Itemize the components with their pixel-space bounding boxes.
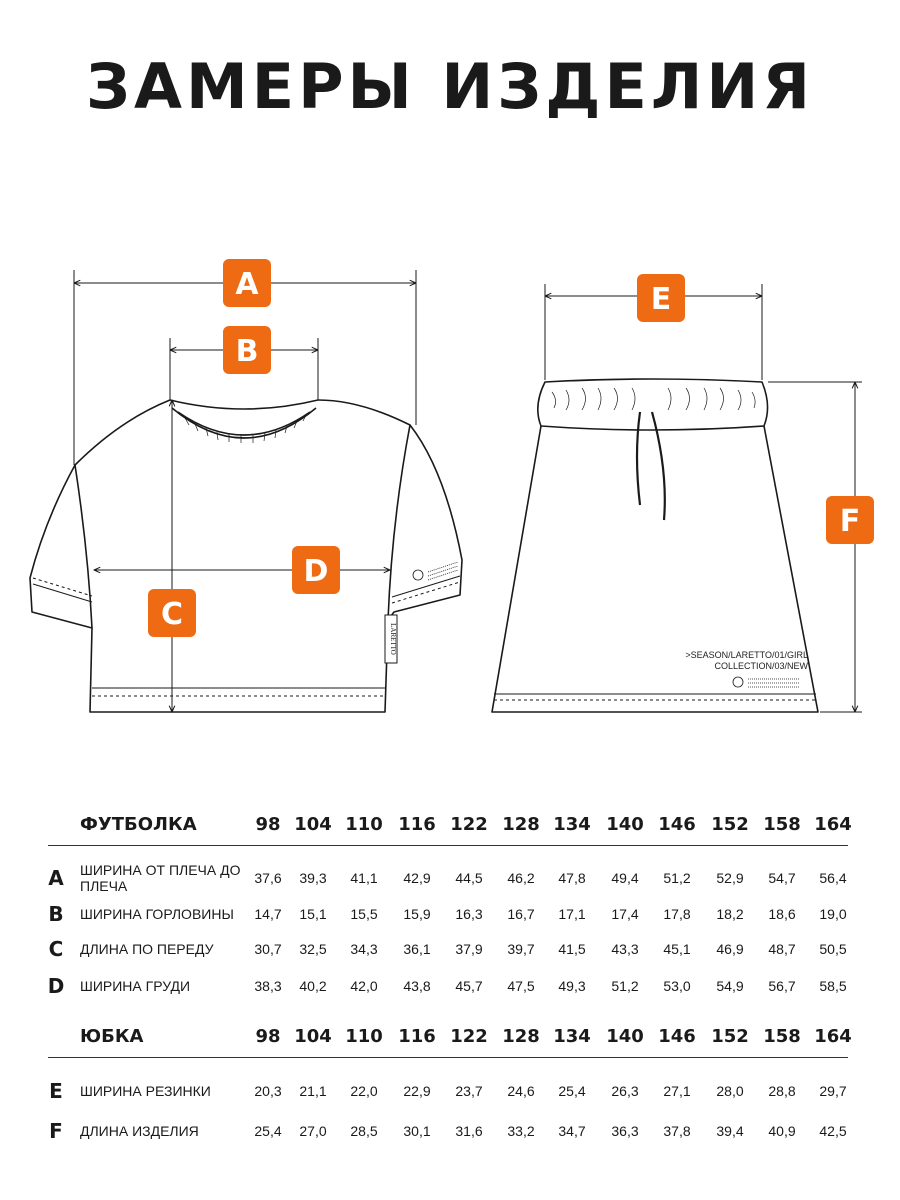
table-cell: 52,9 <box>716 870 744 886</box>
row-label: ШИРИНА ОТ ПЛЕЧА ДО ПЛЕЧА <box>80 862 241 894</box>
table-cell: 28,8 <box>768 1083 796 1099</box>
table-cell: 27,0 <box>299 1123 327 1139</box>
size-header: 140 <box>606 814 644 835</box>
table-cell: 24,6 <box>507 1083 535 1099</box>
table-cell: 43,8 <box>403 978 431 994</box>
table-row <box>0 896 900 932</box>
tshirt-tag-text: LARETTO <box>389 623 397 655</box>
table-cell: 16,3 <box>455 906 483 922</box>
table-cell: 21,1 <box>299 1083 327 1099</box>
size-header: 158 <box>763 1026 801 1047</box>
size-header: 104 <box>294 1026 332 1047</box>
table-cell: 17,1 <box>558 906 586 922</box>
size-header: 164 <box>814 814 852 835</box>
table-cell: 15,9 <box>403 906 431 922</box>
size-header: 104 <box>294 814 332 835</box>
svg-text:B: B <box>235 334 259 369</box>
sleeve-logo <box>413 562 458 580</box>
table-cell: 43,3 <box>611 941 639 957</box>
size-header: 110 <box>345 814 383 835</box>
row-label: ШИРИНА РЕЗИНКИ <box>80 1083 211 1099</box>
table-cell: 20,3 <box>254 1083 282 1099</box>
table-cell: 22,0 <box>350 1083 378 1099</box>
table-cell: 37,6 <box>254 870 282 886</box>
table-row <box>0 931 900 967</box>
table-row <box>0 1113 900 1149</box>
table-cell: 17,4 <box>611 906 639 922</box>
table-cell: 51,2 <box>611 978 639 994</box>
size-header: 122 <box>450 814 488 835</box>
badge-d <box>292 546 340 594</box>
row-letter: D <box>47 974 65 998</box>
size-header: 152 <box>711 1026 749 1047</box>
table-cell: 37,9 <box>455 941 483 957</box>
table-cell: 17,8 <box>663 906 691 922</box>
row-letter: F <box>49 1119 63 1143</box>
waistband-texture <box>552 388 755 410</box>
table-cell: 53,0 <box>663 978 691 994</box>
size-header: 152 <box>711 814 749 835</box>
svg-text:D: D <box>303 554 329 589</box>
table-cell: 34,3 <box>350 941 378 957</box>
table-cell: 27,1 <box>663 1083 691 1099</box>
tshirt-divider <box>48 845 848 846</box>
size-header: 134 <box>553 1026 591 1047</box>
table-cell: 15,1 <box>299 906 327 922</box>
table-cell: 32,5 <box>299 941 327 957</box>
badge-b <box>223 326 271 374</box>
table-cell: 50,5 <box>819 941 847 957</box>
side-label <box>385 615 397 663</box>
row-letter: B <box>48 902 64 926</box>
page-title: ЗАМЕРЫ ИЗДЕЛИЯ <box>86 50 814 123</box>
row-letter: A <box>48 866 64 890</box>
table-cell: 18,6 <box>768 906 796 922</box>
skirt-print-line2: COLLECTION/03/NEW <box>714 661 808 671</box>
table-cell: 45,7 <box>455 978 483 994</box>
badge-a <box>223 259 271 307</box>
skirt-dimensions <box>545 284 862 712</box>
size-header: 98 <box>255 814 281 835</box>
svg-text:F: F <box>839 504 861 539</box>
table-cell: 45,1 <box>663 941 691 957</box>
table-cell: 47,5 <box>507 978 535 994</box>
table-cell: 41,1 <box>350 870 378 886</box>
table-cell: 36,3 <box>611 1123 639 1139</box>
table-cell: 25,4 <box>254 1123 282 1139</box>
table-cell: 39,4 <box>716 1123 744 1139</box>
table-cell: 58,5 <box>819 978 847 994</box>
table-cell: 42,0 <box>350 978 378 994</box>
tshirt-header-row <box>0 807 900 843</box>
table-cell: 26,3 <box>611 1083 639 1099</box>
table-cell: 16,7 <box>507 906 535 922</box>
table-cell: 18,2 <box>716 906 744 922</box>
table-row <box>0 1073 900 1109</box>
table-cell: 15,5 <box>350 906 378 922</box>
size-header: 116 <box>398 814 436 835</box>
badge-e <box>637 274 685 322</box>
table-cell: 19,0 <box>819 906 847 922</box>
skirt-print-line1: >SEASON/LARETTO/01/GIRL <box>685 650 808 660</box>
size-header: 140 <box>606 1026 644 1047</box>
badge-f <box>826 496 874 544</box>
table-cell: 46,2 <box>507 870 535 886</box>
table-cell: 49,3 <box>558 978 586 994</box>
table-cell: 39,7 <box>507 941 535 957</box>
table-row <box>0 968 900 1004</box>
table-cell: 41,5 <box>558 941 586 957</box>
tshirt-drawing <box>30 400 462 712</box>
row-label: ШИРИНА ГРУДИ <box>80 978 191 994</box>
table-cell: 54,9 <box>716 978 744 994</box>
table-cell: 42,5 <box>819 1123 847 1139</box>
table-cell: 38,3 <box>254 978 282 994</box>
size-header: 146 <box>658 814 696 835</box>
table-cell: 23,7 <box>455 1083 483 1099</box>
size-header: 134 <box>553 814 591 835</box>
table-cell: 47,8 <box>558 870 586 886</box>
table-cell: 25,4 <box>558 1083 586 1099</box>
svg-text:E: E <box>650 282 672 317</box>
size-header: 98 <box>255 1026 281 1047</box>
table-cell: 48,7 <box>768 941 796 957</box>
size-header: 158 <box>763 814 801 835</box>
badge-c <box>148 589 196 637</box>
skirt-header-row <box>0 1019 900 1055</box>
table-cell: 30,7 <box>254 941 282 957</box>
table-cell: 56,7 <box>768 978 796 994</box>
table-cell: 39,3 <box>299 870 327 886</box>
row-label: ШИРИНА ГОРЛОВИНЫ <box>80 906 234 922</box>
table-cell: 40,9 <box>768 1123 796 1139</box>
table-cell: 28,0 <box>716 1083 744 1099</box>
svg-text:A: A <box>235 267 259 302</box>
svg-text:C: C <box>160 597 184 632</box>
size-header: 110 <box>345 1026 383 1047</box>
table-cell: 31,6 <box>455 1123 483 1139</box>
size-header: 122 <box>450 1026 488 1047</box>
table-cell: 40,2 <box>299 978 327 994</box>
table-cell: 29,7 <box>819 1083 847 1099</box>
row-label: ДЛИНА ИЗДЕЛИЯ <box>80 1123 199 1139</box>
table-cell: 51,2 <box>663 870 691 886</box>
table-cell: 44,5 <box>455 870 483 886</box>
table-cell: 37,8 <box>663 1123 691 1139</box>
row-letter: E <box>49 1079 63 1103</box>
table-cell: 30,1 <box>403 1123 431 1139</box>
table-cell: 49,4 <box>611 870 639 886</box>
tshirt-title: ФУТБОЛКА <box>80 814 197 835</box>
table-cell: 36,1 <box>403 941 431 957</box>
row-label: ДЛИНА ПО ПЕРЕДУ <box>80 941 214 957</box>
table-row <box>0 860 900 896</box>
table-cell: 34,7 <box>558 1123 586 1139</box>
table-cell: 42,9 <box>403 870 431 886</box>
table-cell: 46,9 <box>716 941 744 957</box>
size-header: 128 <box>502 814 540 835</box>
size-header: 146 <box>658 1026 696 1047</box>
size-header: 128 <box>502 1026 540 1047</box>
skirt-print <box>685 650 808 687</box>
size-header: 116 <box>398 1026 436 1047</box>
size-header: 164 <box>814 1026 852 1047</box>
table-cell: 28,5 <box>350 1123 378 1139</box>
skirt-title: ЮБКА <box>80 1026 144 1047</box>
row-letter: C <box>48 937 64 961</box>
table-cell: 22,9 <box>403 1083 431 1099</box>
table-cell: 14,7 <box>254 906 282 922</box>
table-cell: 33,2 <box>507 1123 535 1139</box>
table-cell: 56,4 <box>819 870 847 886</box>
skirt-divider <box>48 1057 848 1058</box>
table-cell: 54,7 <box>768 870 796 886</box>
